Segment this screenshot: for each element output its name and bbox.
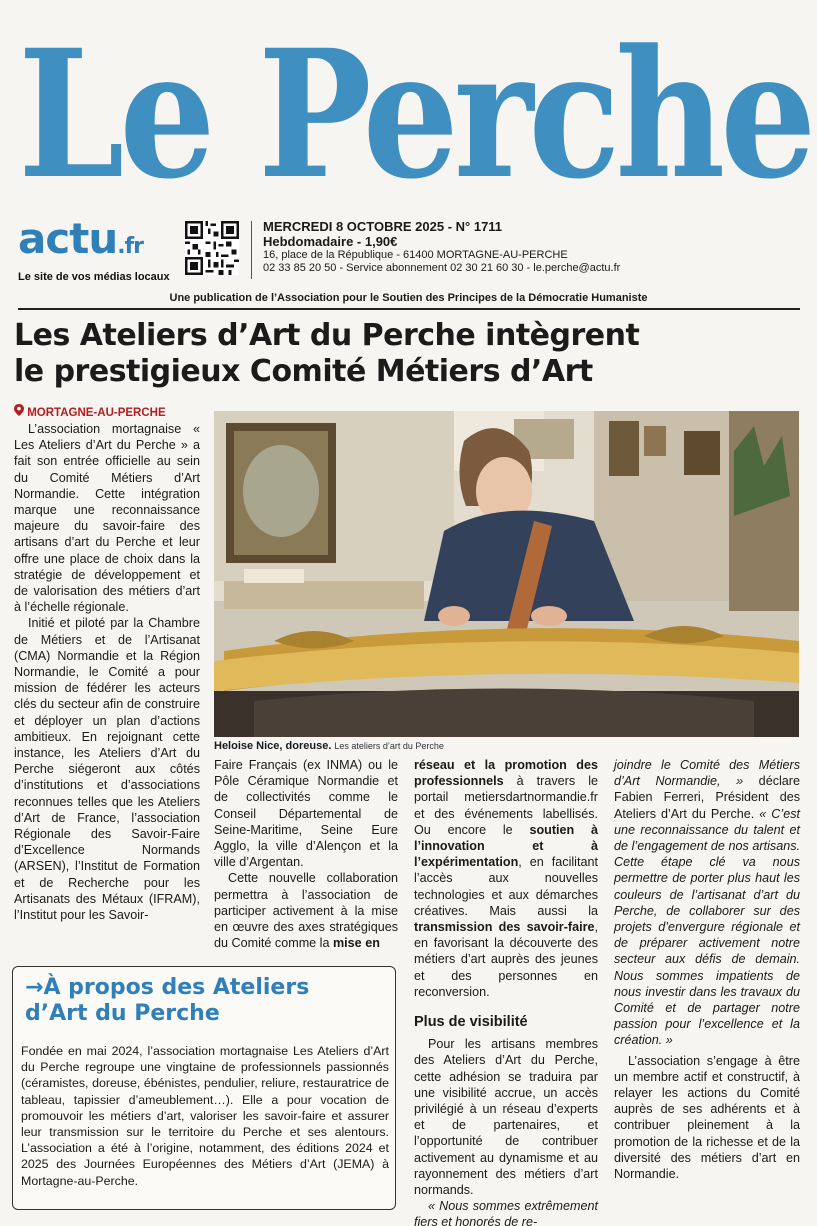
qr-code-icon[interactable] — [185, 221, 239, 275]
arrow-icon: → — [25, 975, 44, 1000]
about-box-title: →À propos des Ateliers d’Art du Perche — [25, 975, 310, 1026]
publisher-line: Une publication de l’Association pour le Soutien des Principes de la Démocratie Humaniste — [169, 292, 648, 304]
issue-info — [263, 219, 620, 275]
article-column-1 — [14, 421, 200, 923]
section-subheading: Plus de visibilité — [414, 1014, 528, 1031]
location-tag: MORTAGNE-AU-PERCHE — [14, 404, 166, 419]
photo-caption: Heloise Nice, doreuse. Les ateliers d’art du Perche — [214, 740, 444, 752]
divider — [251, 221, 252, 279]
article-paragraph: « Nous sommes extrêmement fiers et honorés de re- — [414, 1199, 598, 1226]
article-paragraph: Pour les artisans membres des Ateliers d’Art du Perche, cette adhésion se traduira par une visibilité accrue, un accès privilégié à un réseau d’experts et de partenaires, et l’opportunité de contribuer activement au dynamisme et au rayonnement des métiers d’art normands. — [414, 1037, 598, 1198]
about-box-text: Fondée en mai 2024, l’association mortagnaise Les Ateliers d’Art du Perche regroupe une vingtaine de professionnels passionnés (céramistes, doreuse, ébénistes, pendulier, reliure, restauratrice de tableau, tapissier d’ameublement…). Elle a pour vocation de promouvoir les métiers d’art, valoriser les savoir-faire et assurer leur transmission sur le territoire du Perche et ses alentours. L’association a été à l’origine, notamment, des éditions 2024 et 2025 des Journées Européennes des Métiers d’Art (JEMA) à Mortagne-au-Perche. — [21, 1044, 389, 1188]
issue-price: Hebdomadaire - 1,90€ — [263, 234, 398, 249]
article-photo — [214, 411, 799, 737]
issue-contact: 02 33 85 20 50 - Service abonnement 02 30 21 60 30 - le.perche@actu.fr — [263, 262, 621, 274]
divider — [18, 308, 800, 310]
article-paragraph: réseau et la promotion des professionnels à travers le portail metiersdartnormandie.fr et des événements labellisés. Ou encore le soutien à l’innovation et à l’expérimentation, en facilitant l’accès aux nouvelles technologies et aux démarches créatives. Mais aussi la transmission des savoir-faire, en favorisant la découverte des métiers d’art auprès des jeunes et des personnes en reconversion. — [414, 758, 598, 999]
article-paragraph: joindre le Comité des Métiers d’Art Normandie, » déclare Fabien Ferreri, Président des Ateliers d’Art du Perche. « C’est une reconnaissance du talent et de l’engagement de nos artisans. Cette étape clé va nous permettre de porter plus haut les couleurs de l’artisanat d’art du Perche, de collaborer sur des projets d’envergure régionale et de préparer activement notre secteur aux défis de demain. Nous sommes impatients de nous investir dans les travaux du Comité et de partager notre passion pour l’excellence et la création. » — [614, 758, 800, 1048]
info-bar — [18, 215, 798, 285]
article-column-2 — [214, 757, 398, 951]
actu-logo: actu.fr — [18, 214, 143, 263]
newspaper-title: Le Perche — [18, 11, 812, 218]
article-paragraph: Faire Français (ex INMA) ou le Pôle Céramique Normandie et de collectivités comme le Conseil Départemental de Seine-Maritime, Seine Eure Agglo, la ville d’Alençon et la ville d’Argentan. — [214, 758, 398, 870]
brand-tagline: Le site de vos médias locaux — [18, 271, 170, 283]
masthead — [18, 11, 812, 218]
issue-date: MERCREDI 8 OCTOBRE 2025 - N° 1711 — [263, 219, 503, 234]
article-paragraph: L’association s’engage à être un membre actif et constructif, à relayer les actions du Comité auprès de ses adhérents et à contribuer pleinement à la promotion de la richesse et de la diversité des métiers d’art en Normandie. — [614, 1053, 800, 1182]
about-box — [12, 966, 396, 1210]
article-headline: Les Ateliers d’Art du Perche intègrent le prestigieux Comité Métiers d’Art — [14, 318, 640, 389]
brand-block — [18, 215, 188, 283]
article-paragraph: Initié et piloté par la Chambre de Métiers et de l’Artisanat (CMA) Normandie et la Région Normandie, le Comité a pour mission de fédérer les acteurs clés du secteur afin de construire et déployer un plan d’actions ambitieux. En rejoignant cette instance, les Ateliers d’Art du Perche siégeront aux côtés d’institutions et d’associations reconnues telles que les Ateliers d’Art de France, l’association Régionale des Savoir-Faire d’Excellence Normands (ARSEN), l’Institut de Formation et de Recherche pour les Artisanats des Métaux (IFRAM), l’Institut pour les Savoir- — [14, 616, 200, 923]
article-paragraph: Cette nouvelle collaboration permettra à l’association de participer activement à la mise en œuvre des axes stratégiques du Comité comme la mise en — [214, 871, 398, 951]
location-pin-icon — [14, 404, 24, 416]
article-column-4 — [614, 757, 800, 1182]
article-column-3 — [414, 757, 598, 1226]
issue-address: 16, place de la République - 61400 MORTAGNE-AU-PERCHE — [263, 249, 568, 261]
article-paragraph: L’association mortagnaise « Les Ateliers d’Art du Perche » a fait son entrée officielle au sein du Comité Métiers d’Art Normandie. Cette intégration marque une reconnaissance majeure du savoir-faire des artisans d’art du Perche et leur offre une place de choix dans la stratégie de développement et de valorisation des métiers d’art à l’échelle régionale. — [14, 422, 200, 615]
